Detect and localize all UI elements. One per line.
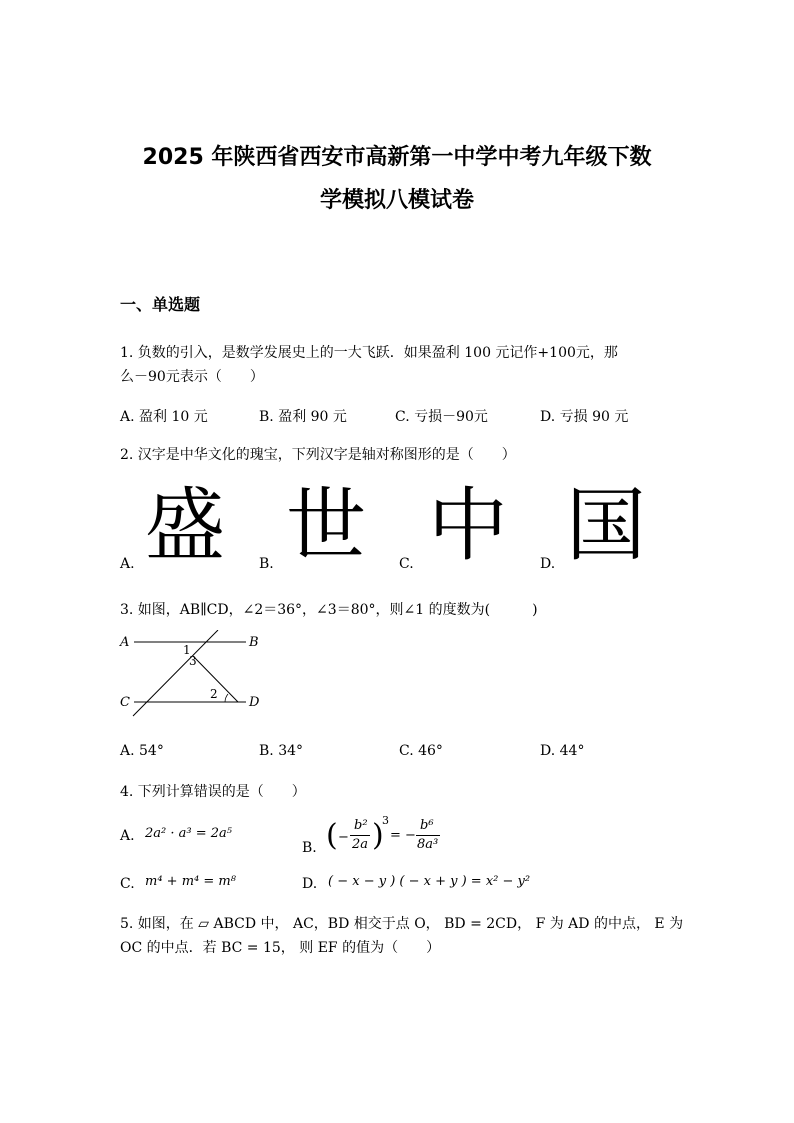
q5-stem-line1: 5. 如图，在 ▱ ABCD 中， AC，BD 相交于点 O， BD = 2CD， F 为 AD 的中点， E 为 bbox=[120, 916, 684, 932]
exam-title-line2: 学模拟八模试卷 bbox=[319, 188, 474, 213]
q4-option-d-label: D. bbox=[302, 876, 318, 892]
q4-option-d-expr: ( − x − y ) ( − x + y ) = x² − y² bbox=[328, 874, 531, 889]
b-rparen: ) bbox=[372, 818, 384, 853]
label-c: C bbox=[120, 695, 130, 710]
q3-option-c: C. 46° bbox=[399, 743, 443, 759]
q4-option-a-label: A. bbox=[120, 828, 135, 844]
q4-option-c-expr: m⁴ + m⁴ = m⁸ bbox=[145, 874, 236, 889]
b-eq: = − bbox=[390, 828, 416, 843]
b-rnum: b⁶ bbox=[420, 818, 434, 833]
q2-option-d-label: D. bbox=[540, 556, 556, 572]
q3-stem: 3. 如图，AB∥CD，∠2＝36°，∠3＝80°，则∠1 的度数为( ) bbox=[120, 602, 538, 618]
angle1-label: 1 bbox=[183, 643, 191, 657]
b-den: 2a bbox=[352, 837, 369, 852]
label-b: B bbox=[249, 635, 259, 650]
angle2-arc bbox=[225, 694, 228, 702]
q2-char-d: 国 bbox=[566, 479, 646, 572]
angle2-label: 2 bbox=[210, 687, 218, 701]
q3-option-a: A. 54° bbox=[120, 743, 164, 759]
q2-char-a: 盛 bbox=[145, 479, 225, 572]
q1-option-a: A. 盈利 10 元 bbox=[120, 409, 208, 425]
q4-option-a-expr: 2a² · a³ = 2a⁵ bbox=[145, 826, 232, 841]
section-heading: 一、单选题 bbox=[120, 295, 201, 314]
q4-option-c-label: C. bbox=[120, 876, 135, 892]
exam-title-line1: 2025 年陕西省西安市高新第一中学中考九年级下数 bbox=[142, 145, 652, 170]
b-exp: 3 bbox=[382, 814, 389, 827]
q1-option-b: B. 盈利 90 元 bbox=[259, 409, 347, 425]
q2-option-a-label: A. bbox=[120, 556, 135, 572]
b-minus: − bbox=[338, 830, 349, 845]
label-d: D bbox=[249, 695, 260, 710]
q2-option-c-label: C. bbox=[399, 556, 414, 572]
q5-stem-line2: OC 的中点．若 BC = 15， 则 EF 的值为（ ） bbox=[120, 940, 441, 956]
transversal-line bbox=[133, 630, 218, 716]
b-num: b² bbox=[354, 818, 368, 833]
q3-parallel-lines-figure bbox=[116, 630, 276, 722]
b-rden: 8a³ bbox=[417, 837, 439, 852]
q1-stem-line2: 么－90元表示（ ） bbox=[120, 369, 264, 385]
b-lparen: ( bbox=[326, 818, 338, 853]
q3-option-d: D. 44° bbox=[540, 743, 585, 759]
b-fraction-bar bbox=[350, 835, 370, 836]
q2-char-b: 世 bbox=[286, 479, 366, 572]
q1-option-c: C. 亏损－90元 bbox=[395, 409, 488, 425]
q3-option-b: B. 34° bbox=[259, 743, 304, 759]
angle3-label: 3 bbox=[189, 654, 197, 668]
q4-stem: 4. 下列计算错误的是（ ） bbox=[120, 784, 306, 800]
q1-stem-line1: 1. 负数的引入，是数学发展史上的一大飞跃．如果盈利 100 元记作+100元，那 bbox=[120, 345, 618, 361]
q2-option-b-label: B. bbox=[259, 556, 274, 572]
b-fraction-bar-2 bbox=[416, 835, 440, 836]
q2-stem: 2. 汉字是中华文化的瑰宝，下列汉字是轴对称图形的是（ ） bbox=[120, 447, 516, 463]
q4-option-b-label: B. bbox=[302, 840, 317, 856]
label-a: A bbox=[120, 635, 130, 650]
q1-option-d: D. 亏损 90 元 bbox=[540, 409, 629, 425]
q2-char-c: 中 bbox=[428, 479, 508, 572]
